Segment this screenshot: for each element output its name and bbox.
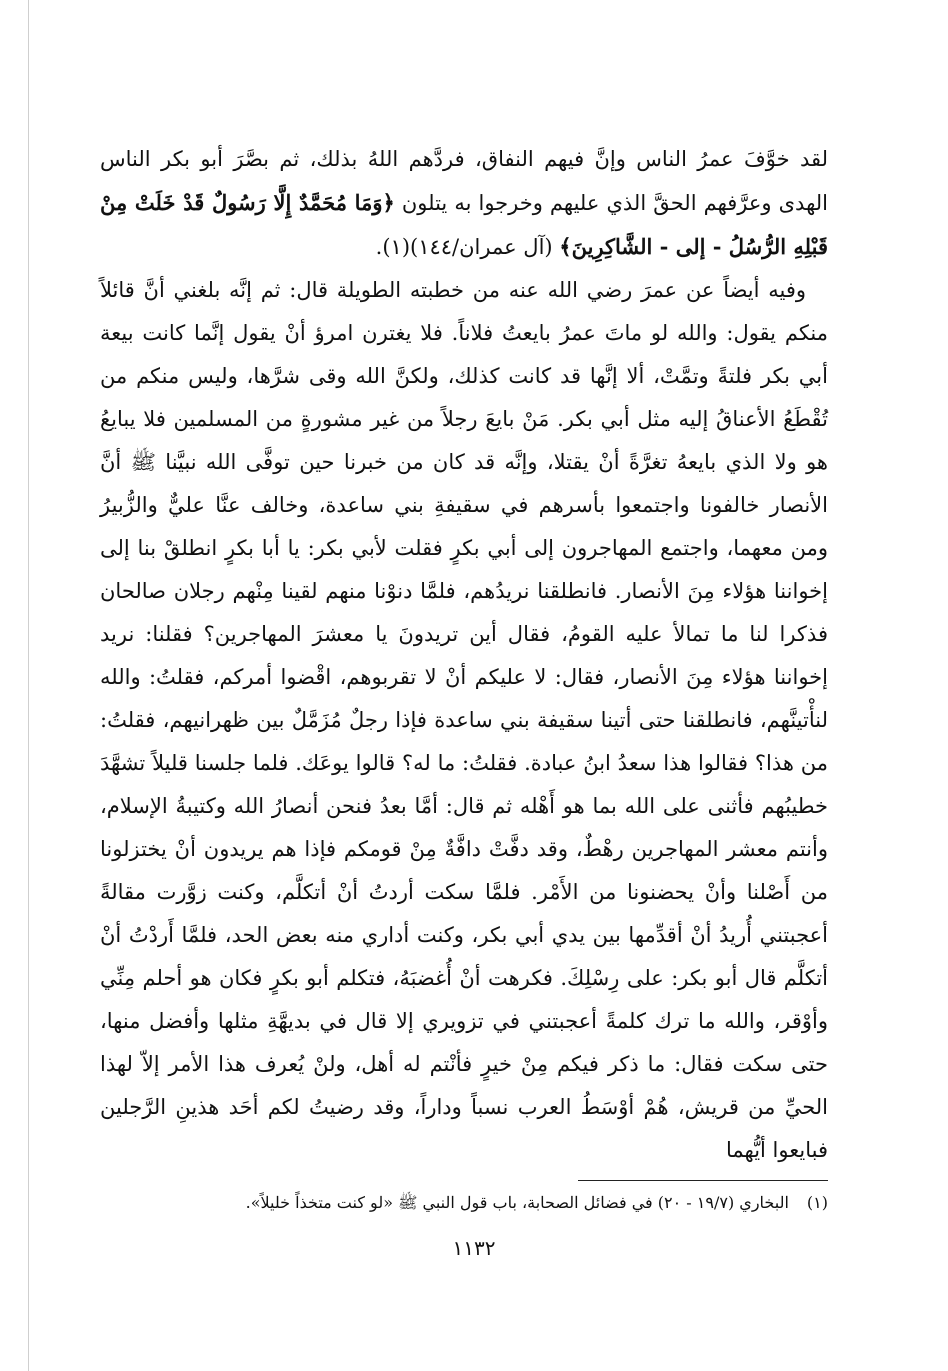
paragraph-2: وفيه أيضاً عن عمرَ رضي الله عنه من خطبته الطويلة قال: ثم إنَّه بلغني أنَّ قائلاً منكم يقول: والله لو ماتَ عمرُ بايعتُ فلاناً. فلا يغترن امرؤ أنْ يقول إنَّما كانت بيعة أبي بكر فلتةً وتمَّتْ، ألا إنَّها قد كانت كذلك، ولكنَّ الله وقى شرَّها، وليس منكم من تُقْطَعُ الأعناقُ إليه مثل أبي بكر. مَنْ بايعَ رجلاً من غير مشورةٍ من المسلمين فلا يبايعُ هو ولا الذي بايعهُ تغرَّةً أنْ يقتلا، وإنَّه قد كان من خبرنا حين توفَّى الله نبيَّنا ﷺ أنَّ الأنصار خالفونا واجتمعوا بأسرهم في سقيفةِ بني ساعدة، وخالف عنَّا عليٌّ والزُّبيرُ ومن معهما، واجتمع المهاجرون إلى أبي بكرٍ فقلت لأبي بكر: يا أبا بكرٍ انطلقْ بنا إلى إخواننا هؤلاء مِنَ الأنصار. فانطلقنا نريدُهم، فلمَّا دنوْنا منهم لقينا مِنْهم رجلان صالحان فذكرا لنا ما تمالأ عليه القومُ، فقال أين تريدونَ يا معشرَ المهاجرين؟ فقلنا: نريد إخواننا هؤلاء مِنَ الأنصار، فقال: لا عليكم أنْ لا تقربوهم، اقْضوا أمركم، فقلتُ: والله لنأْتينَّهم، فانطلقنا حتى أتينا سقيفة بني ساعدة فإذا رجلٌ مُزَمَّلٌ بين ظهرانيهم، فقلتُ: من هذا؟ فقالوا هذا سعدُ ابنُ عبادة. فقلتُ: ما له؟ قالوا يوعَك. فلما جلسنا قليلاً تشهَّدَ خطيبُهم فأثنى على الله بما هو أَهْله ثم قال: أمَّا بعدُ فنحن أنصارُ الله وكتيبةُ الإسلام، وأنتم معشر المهاجرين رهْطٌ، وقد دفَّتْ دافَّةٌ مِنْ قومكم فإذا هم يريدون أنْ يختزلونا من أَصْلنا وأنْ يحضنونا من الأَمْر. فلمَّا سكت أردتُ أنْ أتكلَّم، وكنت زوَّرت مقالةً أعجبتني أُريدُ أنْ أقدِّمها بين يدي أبي بكر، وكنت أداري منه بعض الحد، فلمَّا أَردْتُ أنْ أتكلَّم قال أبو بكر: على رِسْلِكَ. فكرهت أنْ أُغضبَهُ، فتكلم أبو بكرٍ فكان هو أحلم مِنِّي وأوْقر، والله ما ترك كلمةً أعجبتني في تزويري إلا قال في بديهَّةِ مثلها وأفضل منها، حتى سكت فقال: ما ذكر فيكم مِنْ خيرٍ فأنْتم له أهل، ولنْ يُعرف هذا الأمر إلاّ لهذا الحيِّ من قريش، هُمْ أوْسَطُ العرب نسباً وداراً، وقد رضيتُ لكم أحَد هذينِ الرَّجلين فبايعوا أيُّهما xyxy=(100,278,829,1162)
page-edge-line xyxy=(28,0,29,1371)
footnote-number: (١) xyxy=(806,1193,828,1212)
footnote-text: البخاري (١٩/٧ - ٢٠) في فضائل الصحابة، باب قول النبي ﷺ «لو كنت متخذاً خليلاً». xyxy=(245,1193,789,1212)
page-number: ١١٣٢ xyxy=(452,1236,496,1260)
paragraph-1-text: لقد خوَّفَ عمرُ الناس وإنَّ فيهم النفاق، فردَّهم اللهُ بذلك، ثم بصَّرَ أبو بكر الناس الهدى وعرَّفهم الحقَّ الذي عليهم وخرجوا به يتلون xyxy=(100,147,828,215)
footnote-divider xyxy=(578,1180,828,1181)
quran-verse: ﴿وَمَا مُحَمَّدٌ إِلَّا رَسُولٌ قَدْ خَلَتْ مِنْ قَبْلِهِ الرُّسُلُ - إلى - الشَّاكِرِينَ﴾ xyxy=(100,190,828,259)
verse-reference: (آل عمران/١٤٤)(١). xyxy=(375,235,560,259)
footnote xyxy=(120,1190,828,1216)
page-body xyxy=(100,138,828,1172)
paragraph-1 xyxy=(100,138,828,269)
